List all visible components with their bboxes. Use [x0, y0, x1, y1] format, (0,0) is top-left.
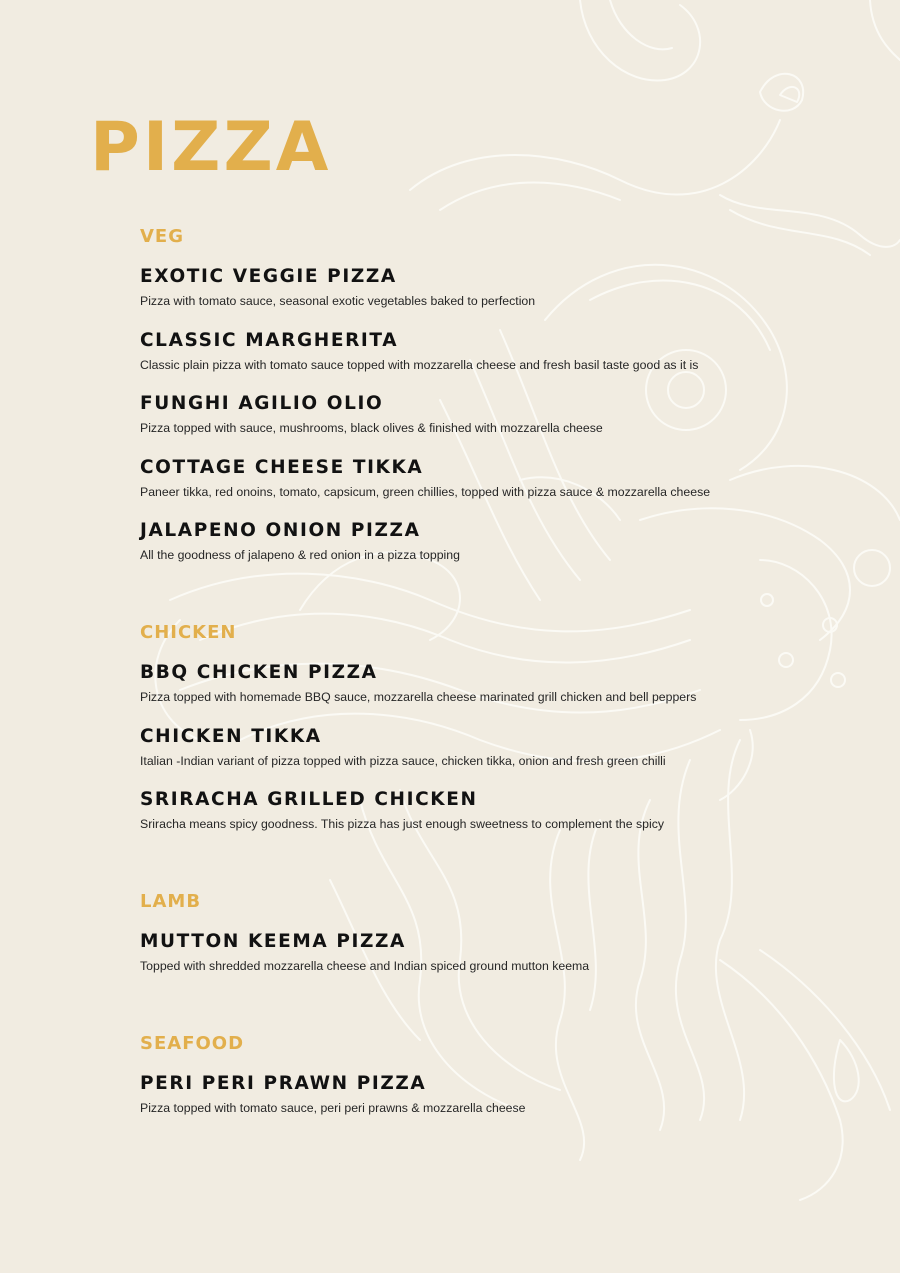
page-title: PIZZA	[90, 108, 332, 187]
menu-item	[140, 725, 840, 789]
item-name: PERI PERI PRAWN PIZZA	[140, 1073, 427, 1094]
item-description: Pizza topped with homemade BBQ sauce, mozzarella cheese marinated grill chicken and bell peppers	[140, 690, 697, 704]
item-name: BBQ CHICKEN PIZZA	[140, 662, 378, 683]
item-name: CHICKEN TIKKA	[140, 725, 322, 747]
item-description: Paneer tikka, red onoins, tomato, capsicum, green chillies, topped with pizza sauce & mozzarella cheese	[140, 484, 711, 499]
section-title: SEAFOOD	[140, 1033, 245, 1054]
item-description: Topped with shredded mozzarella cheese and Indian spiced ground mutton keema	[140, 959, 590, 973]
item-description: Classic plain pizza with tomato sauce topped with mozzarella cheese and fresh basil taste good as it is	[140, 357, 699, 372]
item-name: CLASSIC MARGHERITA	[140, 329, 399, 351]
menu-item	[140, 456, 840, 520]
item-description: Italian -Indian variant of pizza topped with pizza sauce, chicken tikka, onion and fresh green chilli	[140, 753, 666, 768]
item-name: EXOTIC VEGGIE PIZZA	[140, 266, 397, 287]
menu-item	[140, 788, 840, 852]
item-description: Pizza topped with tomato sauce, peri peri prawns & mozzarella cheese	[140, 1101, 526, 1115]
section-title: VEG	[140, 226, 185, 247]
menu-item	[140, 519, 840, 583]
menu-section-chicken	[140, 623, 840, 852]
menu-item	[140, 661, 840, 725]
item-name: COTTAGE CHEESE TIKKA	[140, 456, 424, 478]
section-title: CHICKEN	[140, 622, 237, 643]
item-name: FUNGHI AGILIO OLIO	[140, 393, 384, 414]
menu-section-seafood	[140, 1034, 840, 1136]
item-name: MUTTON KEEMA PIZZA	[140, 931, 406, 952]
menu-section-lamb	[140, 892, 840, 994]
section-title: LAMB	[140, 891, 202, 912]
item-name: SRIRACHA GRILLED CHICKEN	[140, 789, 478, 810]
item-description: All the goodness of jalapeno & red onion in a pizza topping	[140, 548, 460, 562]
item-description: Pizza with tomato sauce, seasonal exotic vegetables baked to perfection	[140, 294, 536, 308]
item-description: Pizza topped with sauce, mushrooms, black olives & finished with mozzarella cheese	[140, 421, 603, 435]
item-description: Sriracha means spicy goodness. This pizza has just enough sweetness to complement the spicy	[140, 817, 665, 831]
menu-item	[140, 265, 840, 329]
menu-item	[140, 930, 840, 994]
menu-section-veg	[140, 227, 840, 583]
menu-item	[140, 1072, 840, 1136]
menu-item	[140, 329, 840, 393]
menu-item	[140, 392, 840, 456]
item-name: JALAPENO ONION PIZZA	[140, 520, 421, 541]
